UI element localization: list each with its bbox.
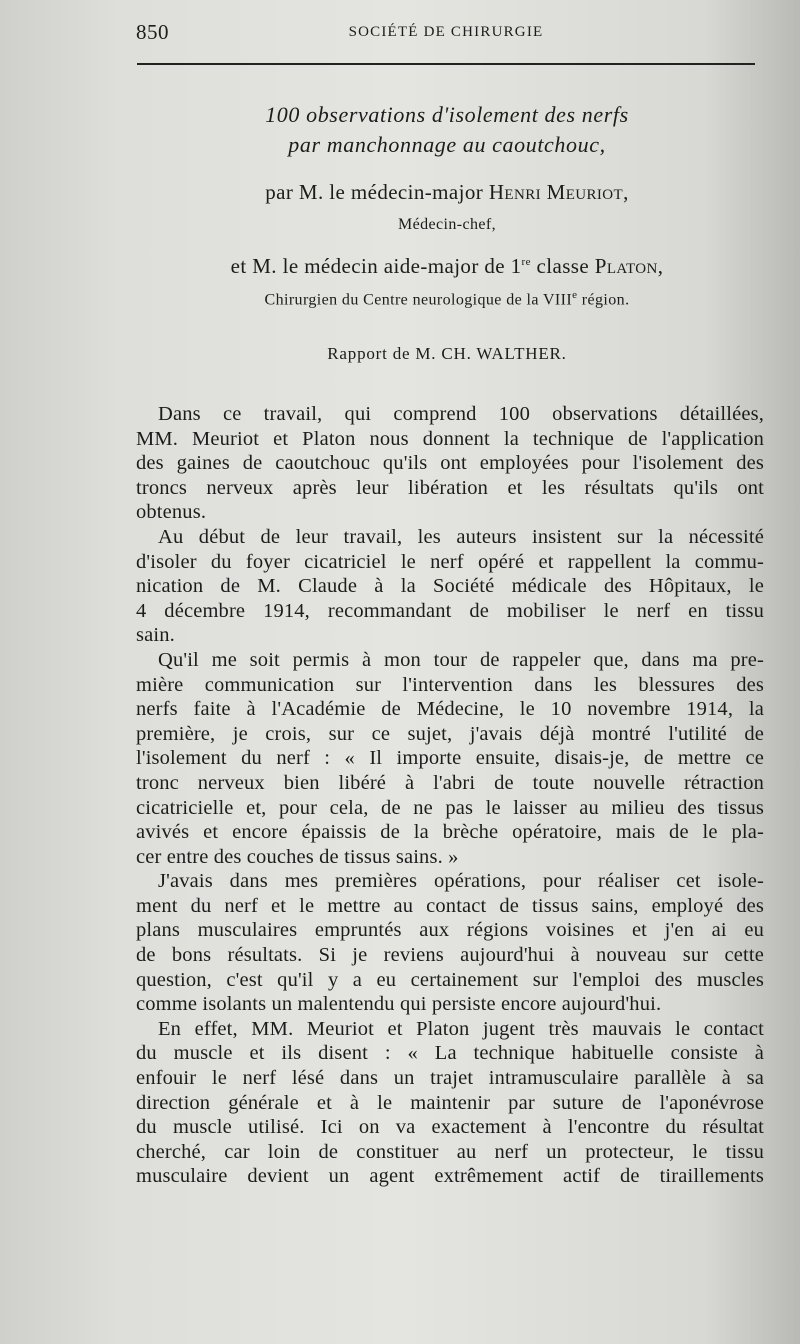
body-line: cer entre des couches de tissus sains. » — [136, 845, 459, 868]
body-line: 4 décembre 1914, recommandant de mobiliser le nerf en tissu — [136, 599, 764, 622]
body-line: nerfs faite à l'Académie de Médecine, le 10 novembre 1914, la — [136, 698, 764, 721]
author-1-role: Médecin-chef, — [397, 216, 497, 233]
body-line: J'avais dans mes premières opérations, pour réaliser cet isole- — [158, 870, 764, 893]
body-line: En effet, MM. Meuriot et Platon jugent très mauvais le contact — [158, 1017, 764, 1040]
page-header — [136, 20, 756, 46]
body-line: direction générale et à le maintenir par suture de l'aponévrose — [136, 1091, 764, 1114]
body-line: avivés et encore épaissis de la brèche opératoire, mais de le pla- — [136, 821, 764, 844]
report-byline: Rapport de M. CH. WALTHER. — [327, 344, 567, 363]
body-line: troncs nerveux après leur libération et les résultats qu'ils ont — [136, 476, 764, 499]
body-line: du muscle utilisé. Ici on va exactement à l'encontre du résultat — [136, 1116, 764, 1139]
body-line: l'isolement du nerf : « Il importe ensuite, disais-je, de mettre ce — [136, 747, 764, 770]
author-1-prefix: par M. le médecin-major — [265, 180, 489, 204]
author-1-name: Henri Meuriot, — [488, 180, 629, 204]
author-2-role-prefix: Chirurgien du Centre neurologique de la VIII — [264, 291, 573, 309]
body-line: musculaire devient un agent extrêmement actif de tiraillements — [136, 1165, 764, 1188]
body-line: enfouir le nerf lésé dans un trajet intramusculaire parallèle à sa — [136, 1067, 764, 1090]
author-2-mid: classe — [530, 254, 595, 278]
running-head: SOCIÉTÉ DE CHIRURGIE — [348, 24, 544, 40]
body-line: plans musculaires empruntés aux régions voisines et j'en ai eu — [136, 919, 764, 942]
author-2-sup: re — [521, 256, 531, 268]
body-line: de bons résultats. Si je reviens aujourd'hui à nouveau sur cette — [136, 944, 764, 967]
body-line: comme isolants un malentendu qui persiste encore aujourd'hui. — [136, 993, 662, 1016]
body-line: cicatricielle et, pour cela, de ne pas le laisser au milieu des tissus — [136, 796, 764, 819]
header-rule — [137, 63, 755, 65]
author-2-role-suffix: région. — [577, 291, 630, 309]
body-line: mière communication sur l'intervention dans les blessures des — [136, 673, 764, 696]
author-2-prefix: et M. le médecin aide-major de 1 — [230, 254, 522, 278]
body-line: obtenus. — [136, 501, 207, 524]
body-line: ment du nerf et le mettre au contact de tissus sains, employé des — [136, 894, 764, 917]
body-line: d'isoler du foyer cicatriciel le nerf opéré et rappellent la commu- — [136, 550, 764, 573]
article-title — [136, 100, 758, 160]
page-number: 850 — [136, 20, 169, 44]
body-line: Qu'il me soit permis à mon tour de rappeler que, dans ma pre- — [158, 648, 764, 671]
author-2-role — [136, 289, 758, 309]
author-2-name: Platon, — [594, 254, 664, 278]
title-line-2: par manchonnage au caoutchouc, — [288, 132, 606, 157]
title-line-1: 100 observations d'isolement des nerfs — [265, 102, 629, 127]
body-line: du muscle et ils disent : « La technique habituelle consiste à — [136, 1042, 764, 1065]
body-line: Dans ce travail, qui comprend 100 observations détaillées, — [158, 403, 764, 425]
body-line: première, je crois, sur ce sujet, j'avais déjà montré l'utilité de — [136, 722, 764, 745]
body-line: MM. Meuriot et Platon nous donnent la technique de l'application — [136, 427, 764, 450]
author-line-1 — [136, 180, 758, 205]
author-2-role-sup: e — [572, 289, 578, 301]
article-body — [136, 402, 764, 1189]
body-line: Au début de leur travail, les auteurs insistent sur la nécessité — [158, 525, 764, 548]
body-line: cherché, car loin de constituer au nerf un protecteur, le tissu — [136, 1140, 764, 1163]
body-line: nication de M. Claude à la Société médicale des Hôpitaux, le — [136, 575, 764, 598]
body-line: tronc nerveux bien libéré à l'abri de toute nouvelle rétraction — [136, 771, 764, 794]
body-line: des gaines de caoutchouc qu'ils ont employées pour l'isolement des — [136, 452, 764, 475]
body-line: question, c'est qu'il y a eu certainement sur l'emploi des muscles — [136, 968, 764, 991]
body-line: sain. — [136, 624, 175, 647]
author-line-2 — [136, 254, 758, 279]
